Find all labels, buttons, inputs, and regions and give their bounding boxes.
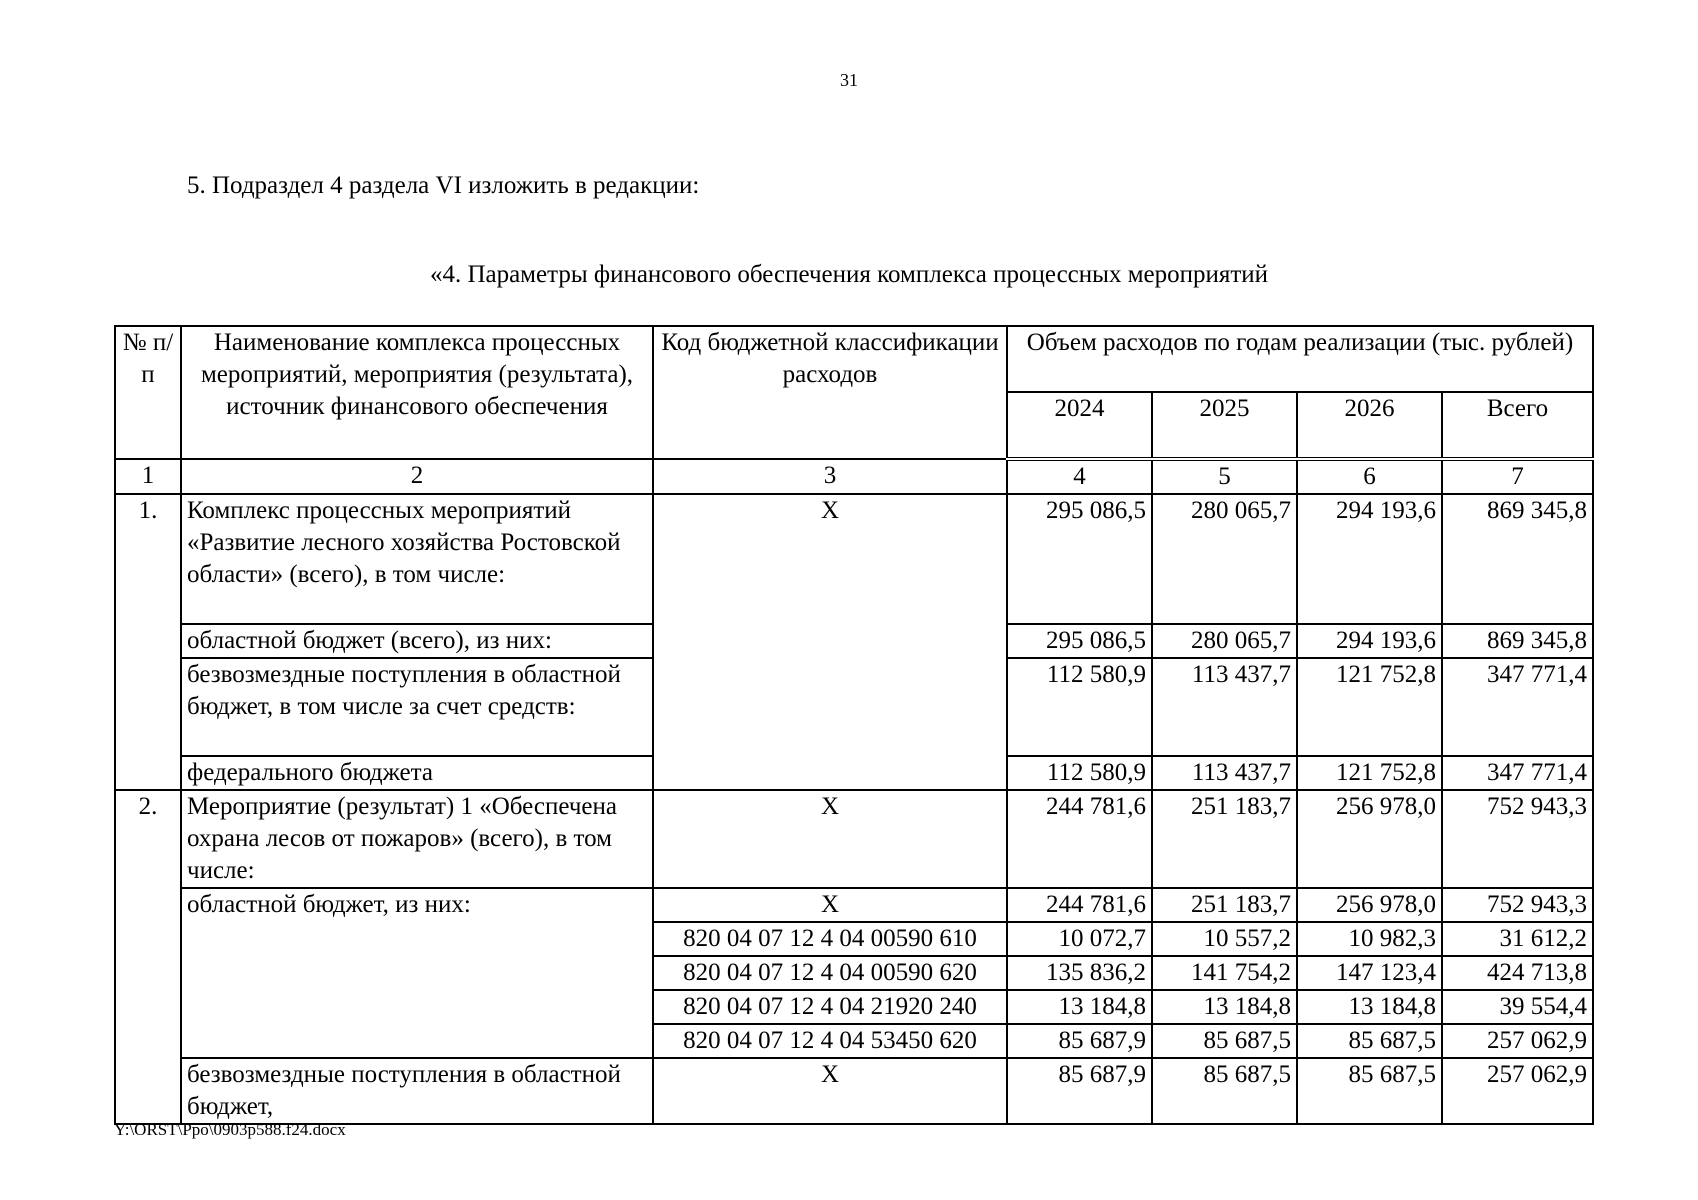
value-2024: 85 687,9 <box>1007 1058 1152 1124</box>
column-numbers-row <box>115 459 1593 494</box>
row-code: 820 04 07 12 4 04 00590 620 <box>653 956 1007 990</box>
value-2025: 280 065,7 <box>1152 494 1297 624</box>
value-2025: 113 437,7 <box>1152 756 1297 790</box>
value-2026: 147 123,4 <box>1297 956 1442 990</box>
value-total: 31 612,2 <box>1442 922 1593 956</box>
value-2026: 294 193,6 <box>1297 494 1442 624</box>
value-2025: 251 183,7 <box>1152 888 1297 922</box>
value-2024: 112 580,9 <box>1007 658 1152 756</box>
value-2025: 113 437,7 <box>1152 658 1297 756</box>
value-total: 257 062,9 <box>1442 1058 1593 1124</box>
row-name: безвозмездные поступления в областной бюджет, <box>181 1058 653 1124</box>
header-year-2024: 2024 <box>1007 392 1152 459</box>
value-total: 347 771,4 <box>1442 658 1593 756</box>
col-number: 7 <box>1442 459 1593 494</box>
value-2025: 13 184,8 <box>1152 990 1297 1024</box>
table-row <box>115 494 1593 624</box>
header-code: Код бюджетной классификации расходов <box>653 326 1007 459</box>
col-number: 2 <box>181 459 653 494</box>
value-2025: 251 183,7 <box>1152 790 1297 888</box>
value-2026: 121 752,8 <box>1297 658 1442 756</box>
value-2024: 295 086,5 <box>1007 624 1152 658</box>
value-2026: 294 193,6 <box>1297 624 1442 658</box>
header-name: Наименование комплекса процессных мероприятий, мероприятия (результата), источник финансового обеспечения <box>181 326 653 459</box>
col-number: 1 <box>115 459 181 494</box>
finance-table <box>114 325 1594 1125</box>
section-title: «4. Параметры финансового обеспечения комплекса процессных мероприятий <box>429 261 1269 288</box>
value-2026: 256 978,0 <box>1297 888 1442 922</box>
row-code: Х <box>653 888 1007 922</box>
value-2025: 85 687,5 <box>1152 1058 1297 1124</box>
col-number: 5 <box>1152 459 1297 494</box>
col-number: 6 <box>1297 459 1442 494</box>
value-2024: 13 184,8 <box>1007 990 1152 1024</box>
row-num: 2. <box>115 790 181 1124</box>
value-2024: 135 836,2 <box>1007 956 1152 990</box>
row-code: Х <box>653 1058 1007 1124</box>
header-year-2026: 2026 <box>1297 392 1442 459</box>
value-2025: 10 557,2 <box>1152 922 1297 956</box>
value-2024: 85 687,9 <box>1007 1024 1152 1058</box>
value-2026: 85 687,5 <box>1297 1058 1442 1124</box>
value-total: 752 943,3 <box>1442 790 1593 888</box>
value-2026: 121 752,8 <box>1297 756 1442 790</box>
intro-paragraph: 5. Подраздел 4 раздела VI изложить в редакции: <box>187 172 700 199</box>
row-code: 820 04 07 12 4 04 00590 610 <box>653 922 1007 956</box>
table-row <box>115 790 1593 888</box>
row-num: 1. <box>115 494 181 790</box>
value-2026: 85 687,5 <box>1297 1024 1442 1058</box>
value-2024: 244 781,6 <box>1007 888 1152 922</box>
row-code: Х <box>653 790 1007 888</box>
col-number: 4 <box>1007 459 1152 494</box>
value-2025: 141 754,2 <box>1152 956 1297 990</box>
value-2025: 280 065,7 <box>1152 624 1297 658</box>
row-code: 820 04 07 12 4 04 53450 620 <box>653 1024 1007 1058</box>
value-2026: 13 184,8 <box>1297 990 1442 1024</box>
row-name: областной бюджет, из них: <box>181 888 653 1058</box>
value-2024: 10 072,7 <box>1007 922 1152 956</box>
value-2024: 295 086,5 <box>1007 494 1152 624</box>
row-name: федерального бюджета <box>181 756 653 790</box>
header-volume: Объем расходов по годам реализации (тыс. рублей) <box>1007 326 1593 392</box>
file-path-footer: Y:\ORST\Ppo\0903p588.f24.docx <box>114 1120 346 1139</box>
row-name: Комплекс процессных мероприятий «Развитие лесного хозяйства Ростовской области» (всего), в том числе: <box>181 494 653 624</box>
value-total: 424 713,8 <box>1442 956 1593 990</box>
value-2026: 10 982,3 <box>1297 922 1442 956</box>
row-name: безвозмездные поступления в областной бюджет, в том числе за счет средств: <box>181 658 653 756</box>
row-code: 820 04 07 12 4 04 21920 240 <box>653 990 1007 1024</box>
value-2024: 244 781,6 <box>1007 790 1152 888</box>
value-total: 752 943,3 <box>1442 888 1593 922</box>
value-total: 869 345,8 <box>1442 624 1593 658</box>
value-total: 347 771,4 <box>1442 756 1593 790</box>
table-row <box>115 1058 1593 1124</box>
table-row <box>115 888 1593 922</box>
header-num: № п/п <box>115 326 181 459</box>
header-total: Всего <box>1442 392 1593 459</box>
value-2025: 85 687,5 <box>1152 1024 1297 1058</box>
value-total: 39 554,4 <box>1442 990 1593 1024</box>
row-code: Х <box>653 494 1007 790</box>
value-total: 257 062,9 <box>1442 1024 1593 1058</box>
col-number: 3 <box>653 459 1007 494</box>
header-year-2025: 2025 <box>1152 392 1297 459</box>
header-row <box>115 326 1593 392</box>
value-2024: 112 580,9 <box>1007 756 1152 790</box>
value-2026: 256 978,0 <box>1297 790 1442 888</box>
page-number: 31 <box>840 70 858 90</box>
row-name: областной бюджет (всего), из них: <box>181 624 653 658</box>
row-name: Мероприятие (результат) 1 «Обеспечена охрана лесов от пожаров» (всего), в том числе: <box>181 790 653 888</box>
value-total: 869 345,8 <box>1442 494 1593 624</box>
